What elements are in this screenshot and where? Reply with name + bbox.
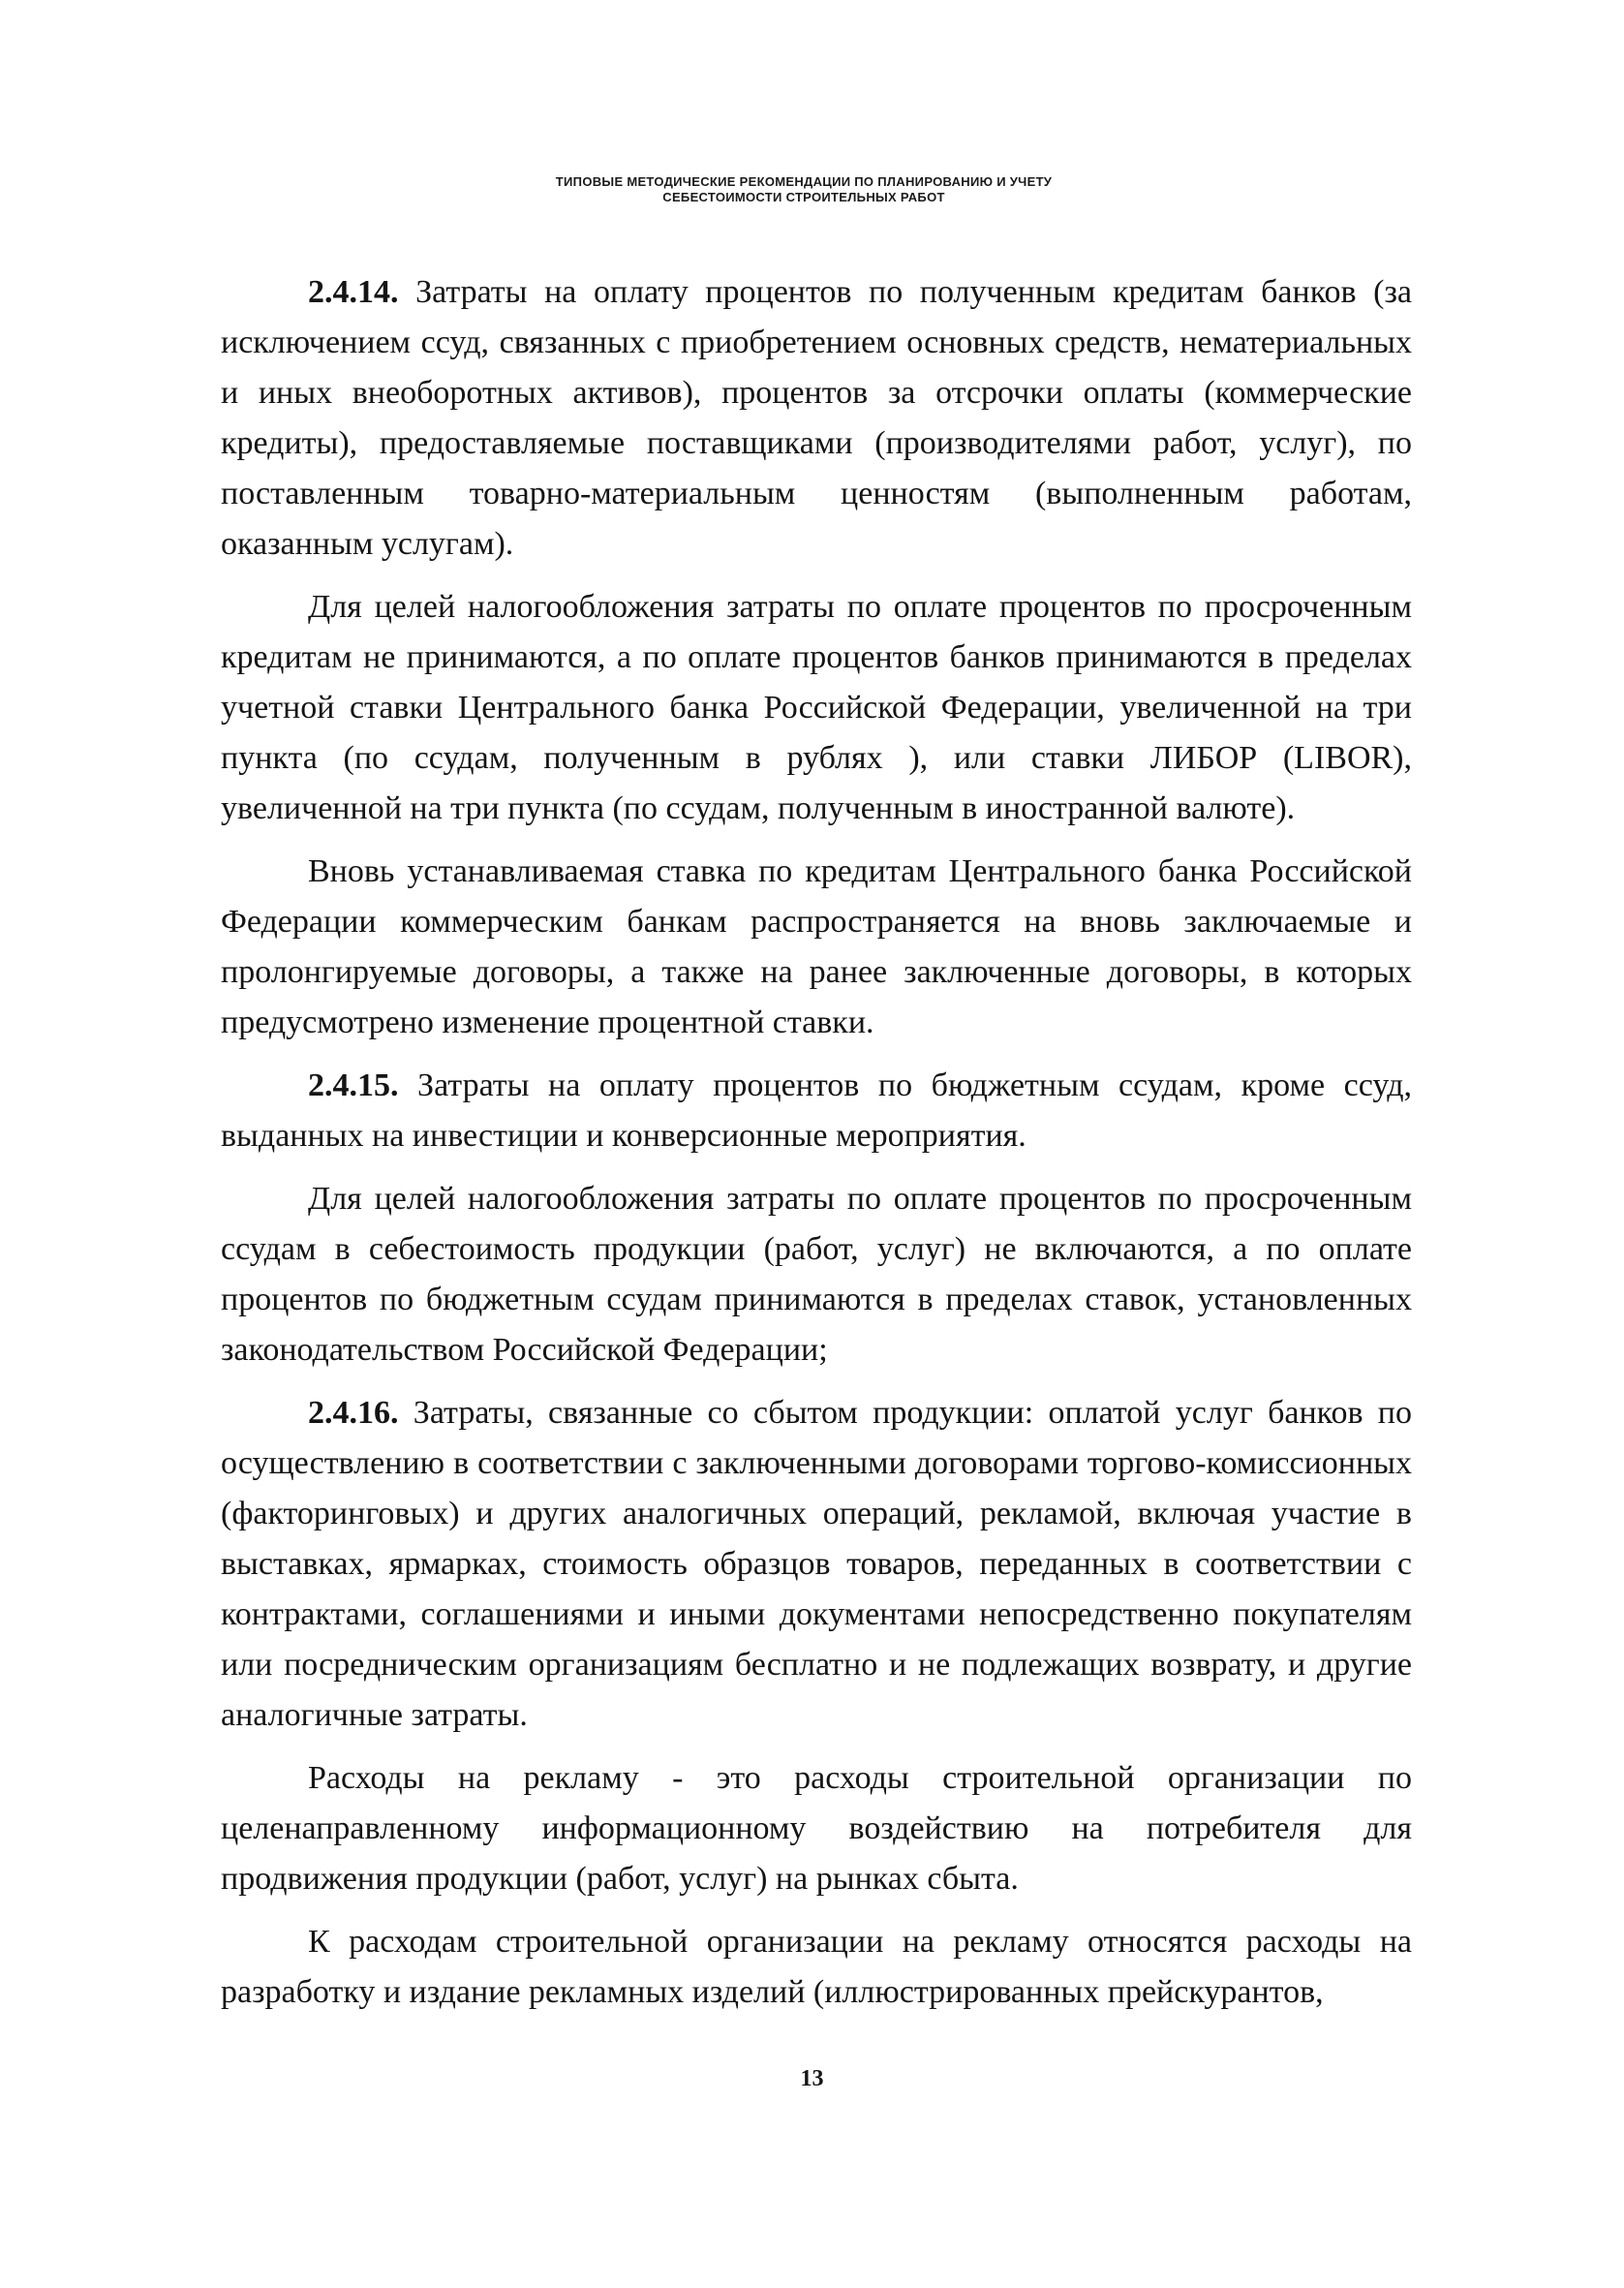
running-header-line-1: ТИПОВЫЕ МЕТОДИЧЕСКИЕ РЕКОМЕНДАЦИИ ПО ПЛАНИРОВАНИЮ И УЧЕТУ: [555, 174, 1053, 189]
paragraph-tax-interest-credits: [221, 582, 1412, 834]
paragraph-text: Затраты на оплату процентов по полученным кредитам банков (за исключением ссуд, связанных с приобретением основных средств, нематериальных и иных внеоборотных активов), процентов за отсрочки оплаты (коммерческие кредиты), предоставляемые поставщиками (производителями работ, услуг), по поставленным товарно-материальным ценностям (выполненным работам, оказанным услугам).: [221, 274, 1412, 562]
paragraph-text: Расходы на рекламу - это расходы строительной организации по целенаправленному информационному воздействию на потребителя для продвижения продукции (работ, услуг) на рынках сбыта.: [221, 1760, 1412, 1897]
paragraph-number: 2.4.14.: [308, 274, 399, 310]
paragraph-number: 2.4.16.: [308, 1395, 399, 1431]
paragraph-text: Затраты, связанные со сбытом продукции: оплатой услуг банков по осуществлению в соответствии с заключенными договорами торгово-комиссионных (факторинговых) и других аналогичных операций, рекламой, включая участие в выставках, ярмарках, стоимость образцов товаров, переданных в соответствии с контрактами, соглашениями и иными документами непосредственно покупателям или посредническим организациям бесплатно и не подлежащих возврату, и другие аналогичные затраты.: [221, 1395, 1412, 1733]
paragraph-advertising-definition: [221, 1753, 1412, 1904]
paragraph-advertising-costs: [221, 1917, 1412, 2018]
body-text: [221, 267, 1412, 2030]
paragraph-2-4-15: [221, 1061, 1412, 1161]
running-header: [320, 174, 1288, 205]
paragraph-text: К расходам строительной организации на рекламу относятся расходы на разработку и издание рекламных изделий (иллюстрированных прейскурантов,: [221, 1924, 1412, 2010]
paragraph-text: Вновь устанавливаемая ставка по кредитам Центрального банка Российской Федерации коммерческим банкам распространяется на вновь заключаемые и пролонгируемые договоры, а также на ранее заключенные договоры, в которых предусмотрено изменение процентной ставки.: [221, 853, 1412, 1040]
paragraph-new-rate: [221, 847, 1412, 1048]
page-number: 13: [800, 2066, 824, 2091]
paragraph-text: Для целей налогообложения затраты по оплате процентов по просроченным ссудам в себестоимость продукции (работ, услуг) не включаются, а по оплате процентов по бюджетным ссудам принимаются в пределах ставок, установленных законодательством Российской Федерации;: [221, 1181, 1412, 1368]
paragraph-number: 2.4.15.: [308, 1067, 399, 1103]
running-header-line-2: СЕБЕСТОИМОСТИ СТРОИТЕЛЬНЫХ РАБОТ: [662, 190, 945, 204]
paragraph-text: Затраты на оплату процентов по бюджетным ссудам, кроме ссуд, выданных на инвестиции и конверсионные мероприятия.: [221, 1067, 1412, 1154]
paragraph-2-4-16: [221, 1388, 1412, 1741]
paragraph-text: Для целей налогообложения затраты по оплате процентов по просроченным кредитам не принимаются, а по оплате процентов банков принимаются в пределах учетной ставки Центрального банка Российской Федерации, увеличенной на три пункта (по ссудам, полученным в рублях ), или ставки ЛИБОР (LIBOR), увеличенной на три пункта (по ссудам, полученным в иностранной валюте).: [221, 589, 1412, 826]
paragraph-tax-budget-loans: [221, 1174, 1412, 1376]
paragraph-2-4-14: [221, 267, 1412, 570]
